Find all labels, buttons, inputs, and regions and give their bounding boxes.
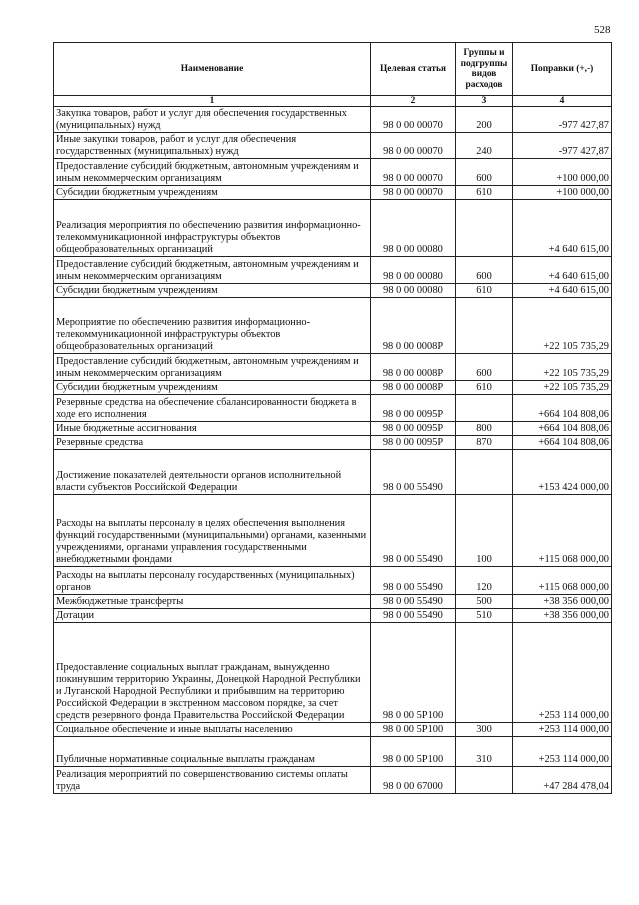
row-amount: +253 114 000,00 [513, 723, 612, 737]
row-code: 98 0 00 55490 [371, 567, 456, 595]
row-group: 120 [456, 567, 513, 595]
row-group [456, 767, 513, 794]
row-code: 98 0 00 0095Р [371, 395, 456, 422]
row-group [456, 395, 513, 422]
row-group: 870 [456, 436, 513, 450]
header-groups: Группы и подгруппы видов расходов [456, 43, 513, 96]
row-code: 98 0 00 55490 [371, 595, 456, 609]
row-code: 98 0 00 00070 [371, 107, 456, 133]
row-name: Предоставление субсидий бюджетным, автономным учреждениям и иным некоммерческим организациям [54, 159, 371, 186]
row-code: 98 0 00 00080 [371, 200, 456, 257]
row-name: Расходы на выплаты персоналу государственных (муниципальных) органов [54, 567, 371, 595]
row-amount: +253 114 000,00 [513, 737, 612, 767]
row-amount: +4 640 615,00 [513, 284, 612, 298]
row-group: 300 [456, 723, 513, 737]
table-row [54, 107, 612, 133]
table-row [54, 723, 612, 737]
table-row [54, 436, 612, 450]
column-number: 4 [513, 96, 612, 107]
row-amount: +22 105 735,29 [513, 354, 612, 381]
row-group: 310 [456, 737, 513, 767]
row-amount: +47 284 478,04 [513, 767, 612, 794]
table-row [54, 284, 612, 298]
row-code: 98 0 00 00080 [371, 257, 456, 284]
header-target: Целевая статья [371, 43, 456, 96]
table-row [54, 422, 612, 436]
table-row [54, 609, 612, 623]
row-group: 610 [456, 284, 513, 298]
row-amount: +664 104 808,06 [513, 436, 612, 450]
table-row [54, 133, 612, 159]
row-name: Резервные средства [54, 436, 371, 450]
row-name: Реализация мероприятий по совершенствованию системы оплаты труда [54, 767, 371, 794]
row-name: Иные закупки товаров, работ и услуг для обеспечения государственных (муниципальных) нужд [54, 133, 371, 159]
page-number: 528 [594, 24, 611, 36]
row-code: 98 0 00 0008Р [371, 298, 456, 354]
row-name: Достижение показателей деятельности органов исполнительной власти субъектов Российской Федерации [54, 450, 371, 495]
row-group: 200 [456, 107, 513, 133]
table-row [54, 623, 612, 723]
row-code: 98 0 00 0095Р [371, 422, 456, 436]
table-header-row [54, 43, 612, 96]
row-code: 98 0 00 00080 [371, 284, 456, 298]
row-group: 600 [456, 257, 513, 284]
row-code: 98 0 00 5Р100 [371, 623, 456, 723]
row-code: 98 0 00 0095Р [371, 436, 456, 450]
row-amount: +22 105 735,29 [513, 298, 612, 354]
row-name: Иные бюджетные ассигнования [54, 422, 371, 436]
table-row [54, 354, 612, 381]
budget-table [53, 42, 612, 794]
row-name: Реализация мероприятия по обеспечению развития информационно-телекоммуникационной инфраструктуры объектов общеобразовательных организаций [54, 200, 371, 257]
table-row [54, 298, 612, 354]
row-amount: -977 427,87 [513, 107, 612, 133]
row-group: 800 [456, 422, 513, 436]
row-name: Субсидии бюджетным учреждениям [54, 284, 371, 298]
row-group [456, 623, 513, 723]
table-row [54, 200, 612, 257]
table-row [54, 395, 612, 422]
row-code: 98 0 00 0008Р [371, 381, 456, 395]
row-group [456, 298, 513, 354]
row-group: 510 [456, 609, 513, 623]
table-row [54, 737, 612, 767]
table-row [54, 381, 612, 395]
row-amount: +664 104 808,06 [513, 422, 612, 436]
row-group: 100 [456, 495, 513, 567]
row-name: Расходы на выплаты персоналу в целях обеспечения выполнения функций государственными (муниципальными) органами, казенными учреждениями, органами управления государственными внебюджетными фондами [54, 495, 371, 567]
row-name: Дотации [54, 609, 371, 623]
row-name: Субсидии бюджетным учреждениям [54, 381, 371, 395]
row-name: Предоставление субсидий бюджетным, автономным учреждениям и иным некоммерческим организациям [54, 257, 371, 284]
row-name: Предоставление субсидий бюджетным, автономным учреждениям и иным некоммерческим организациям [54, 354, 371, 381]
row-name: Социальное обеспечение и иные выплаты населению [54, 723, 371, 737]
column-number-row [54, 96, 612, 107]
table-row [54, 186, 612, 200]
row-code: 98 0 00 55490 [371, 609, 456, 623]
column-number: 1 [54, 96, 371, 107]
row-amount: +115 068 000,00 [513, 567, 612, 595]
row-code: 98 0 00 00070 [371, 133, 456, 159]
row-name: Публичные нормативные социальные выплаты гражданам [54, 737, 371, 767]
row-group: 500 [456, 595, 513, 609]
row-group: 600 [456, 354, 513, 381]
row-code: 98 0 00 00070 [371, 159, 456, 186]
row-amount: +100 000,00 [513, 186, 612, 200]
row-group [456, 200, 513, 257]
row-name: Закупка товаров, работ и услуг для обеспечения государственных (муниципальных) нужд [54, 107, 371, 133]
row-code: 98 0 00 00070 [371, 186, 456, 200]
row-code: 98 0 00 0008Р [371, 354, 456, 381]
row-name: Межбюджетные трансферты [54, 595, 371, 609]
row-amount: +4 640 615,00 [513, 200, 612, 257]
row-code: 98 0 00 67000 [371, 767, 456, 794]
table-row [54, 767, 612, 794]
row-name: Мероприятие по обеспечению развития информационно-телекоммуникационной инфраструктуры объектов общеобразовательных организаций [54, 298, 371, 354]
row-code: 98 0 00 55490 [371, 495, 456, 567]
table-row [54, 450, 612, 495]
row-amount: +100 000,00 [513, 159, 612, 186]
row-group [456, 450, 513, 495]
table-row [54, 257, 612, 284]
table-row [54, 595, 612, 609]
row-amount: +115 068 000,00 [513, 495, 612, 567]
row-group: 600 [456, 159, 513, 186]
table-row [54, 495, 612, 567]
row-name: Предоставление социальных выплат гражданам, вынужденно покинувшим территорию Украины, Донецкой Народной Республики и Луганской Народной Республики и прибывшим на территорию Российской Федерации в экстренном массовом порядке, за счет средств резервного фонда Правительства Российской Федерации [54, 623, 371, 723]
header-name: Наименование [54, 43, 371, 96]
row-amount: -977 427,87 [513, 133, 612, 159]
row-code: 98 0 00 5Р100 [371, 723, 456, 737]
row-amount: +4 640 615,00 [513, 257, 612, 284]
row-amount: +38 356 000,00 [513, 609, 612, 623]
row-group: 610 [456, 186, 513, 200]
row-amount: +153 424 000,00 [513, 450, 612, 495]
table-row [54, 159, 612, 186]
row-group: 610 [456, 381, 513, 395]
row-code: 98 0 00 55490 [371, 450, 456, 495]
row-amount: +664 104 808,06 [513, 395, 612, 422]
row-amount: +22 105 735,29 [513, 381, 612, 395]
column-number: 3 [456, 96, 513, 107]
row-name: Резервные средства на обеспечение сбалансированности бюджета в ходе его исполнения [54, 395, 371, 422]
row-name: Субсидии бюджетным учреждениям [54, 186, 371, 200]
row-amount: +253 114 000,00 [513, 623, 612, 723]
row-amount: +38 356 000,00 [513, 595, 612, 609]
table-row [54, 567, 612, 595]
row-group: 240 [456, 133, 513, 159]
header-amendments: Поправки (+,-) [513, 43, 612, 96]
row-code: 98 0 00 5Р100 [371, 737, 456, 767]
column-number: 2 [371, 96, 456, 107]
